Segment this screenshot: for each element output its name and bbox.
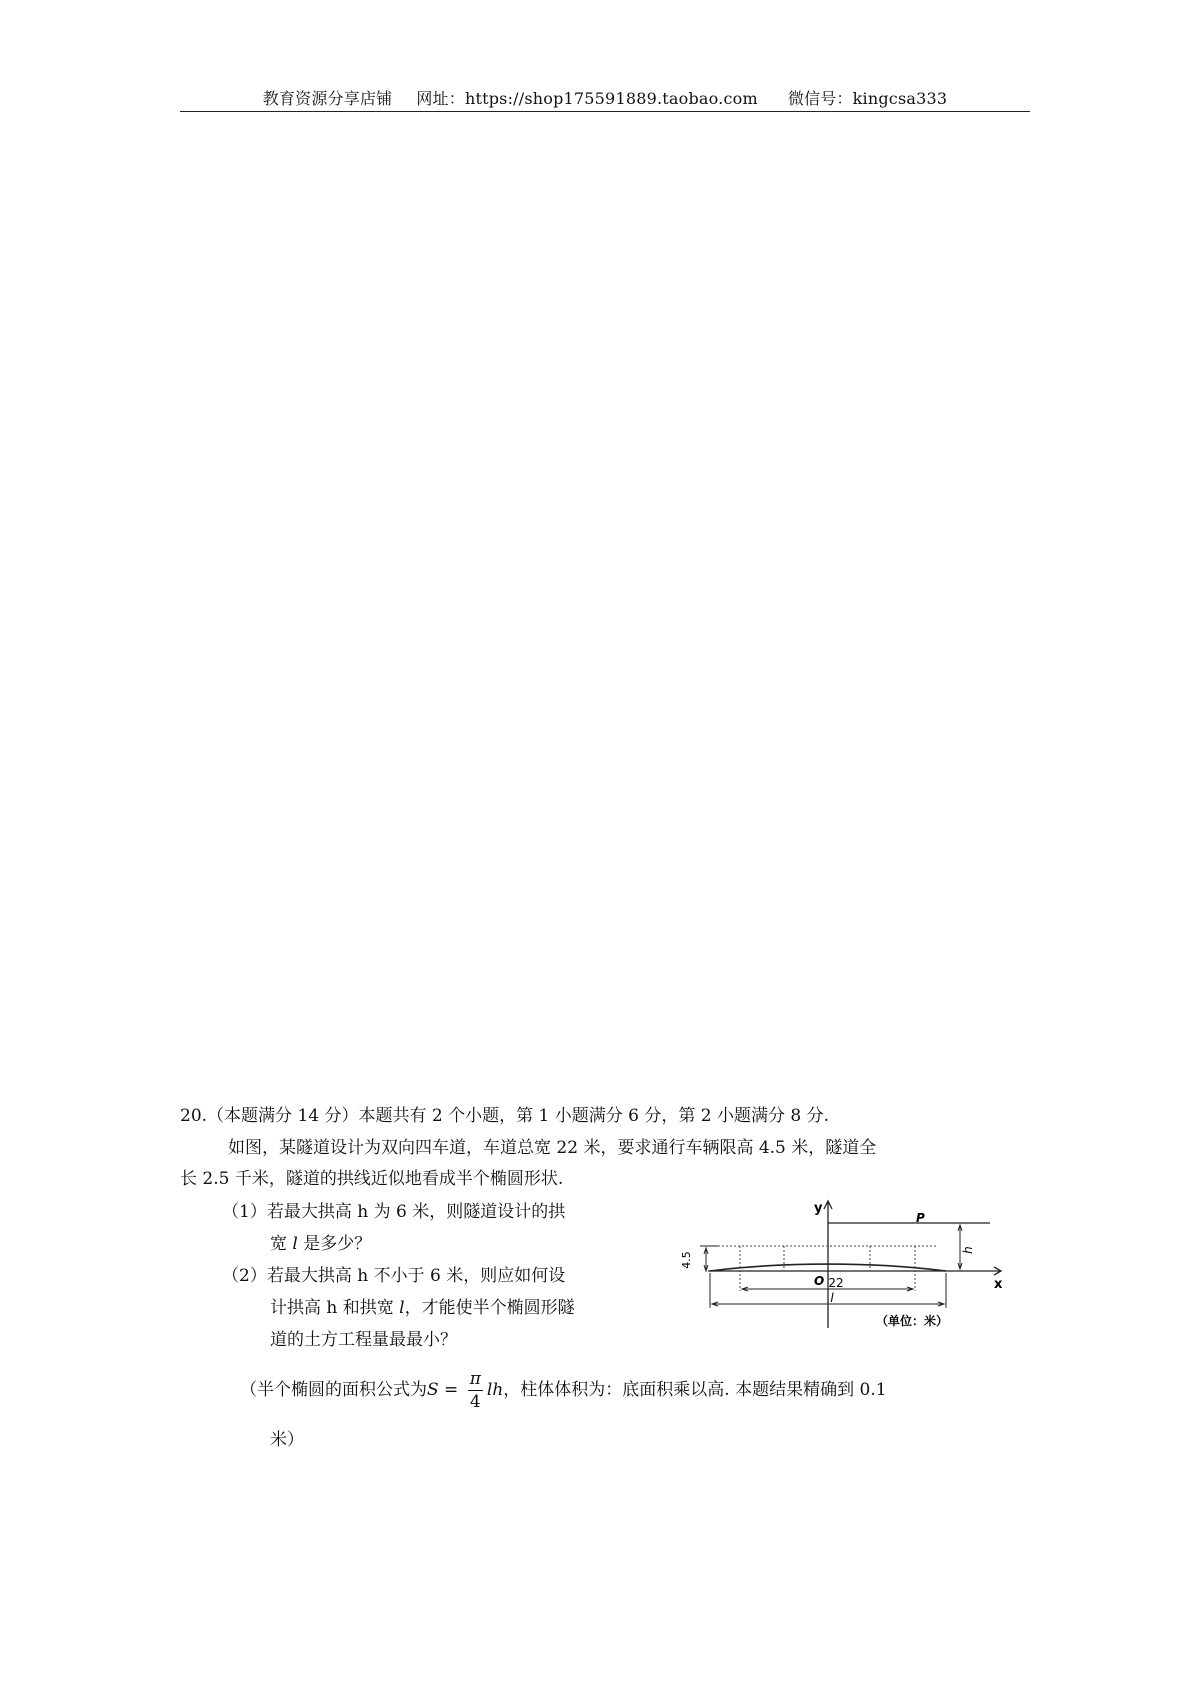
question2-text-pre: 计拱高 h 和拱宽 <box>270 1298 400 1318</box>
fraction-numerator: π <box>469 1369 481 1389</box>
width-22-label: 22 <box>828 1276 844 1290</box>
point-p-label: P <box>916 1211 925 1225</box>
question2-line3: 道的土方工程量最最小？ <box>270 1330 457 1350</box>
header-website: 网址：https://shop175591889.taobao.com <box>416 89 758 108</box>
header-wechat: 微信号：kingcsa333 <box>787 89 948 108</box>
h-label: h <box>961 1246 975 1254</box>
page-header <box>180 86 1030 109</box>
l-label: l <box>830 1291 834 1305</box>
question1-var-l: l <box>292 1234 298 1254</box>
formula-note-line1 <box>240 1367 887 1413</box>
question2-line2 <box>270 1296 575 1320</box>
tunnel-diagram <box>660 1198 1020 1336</box>
question2-text-post: ，才能使半个椭圆形隧 <box>404 1298 575 1318</box>
header-rule <box>180 111 1030 112</box>
note-text-post: ，柱体体积为：底面积乘以高. 本题结果精确到 0.1 <box>503 1380 887 1400</box>
unit-label: （单位：米） <box>875 1314 949 1328</box>
fraction-denominator: 4 <box>469 1392 481 1412</box>
formula-note-line2: 米） <box>270 1430 304 1450</box>
question1-line2 <box>270 1232 371 1256</box>
height-4-5-dimension <box>700 1246 718 1271</box>
question1-text-post: 是多少？ <box>297 1234 372 1254</box>
problem-intro-line1: 如图，某隧道设计为双向四车道，车道总宽 22 米，要求通行车辆限高 4.5 米，隧道全 <box>228 1138 877 1158</box>
header-shop: 教育资源分享店铺 <box>262 89 393 108</box>
note-var-s: S <box>427 1380 439 1400</box>
note-text-pre: （半个椭圆的面积公式为 <box>240 1380 427 1400</box>
question1-text-pre: 宽 <box>270 1234 293 1254</box>
pi-over-4-fraction <box>468 1368 483 1413</box>
note-equals: = <box>438 1380 464 1400</box>
question1-line1: （1）若最大拱高 h 为 6 米，则隧道设计的拱 <box>222 1202 566 1222</box>
x-axis-label: x <box>994 1277 1003 1292</box>
note-var-lh: lh <box>486 1380 504 1400</box>
height-4-5-label: 4.5 <box>680 1251 693 1269</box>
origin-label: O <box>814 1274 825 1288</box>
question2-var-l: l <box>399 1298 405 1318</box>
problem-intro-line2: 长 2.5 千米，隧道的拱线近似地看成半个椭圆形状. <box>180 1169 564 1189</box>
y-axis-label: y <box>814 1201 823 1216</box>
question2-line1: （2）若最大拱高 h 不小于 6 米，则应如何设 <box>222 1266 566 1286</box>
problem-title: 20.（本题满分 14 分）本题共有 2 个小题，第 1 小题满分 6 分，第 2 小题满分 8 分. <box>180 1106 829 1126</box>
